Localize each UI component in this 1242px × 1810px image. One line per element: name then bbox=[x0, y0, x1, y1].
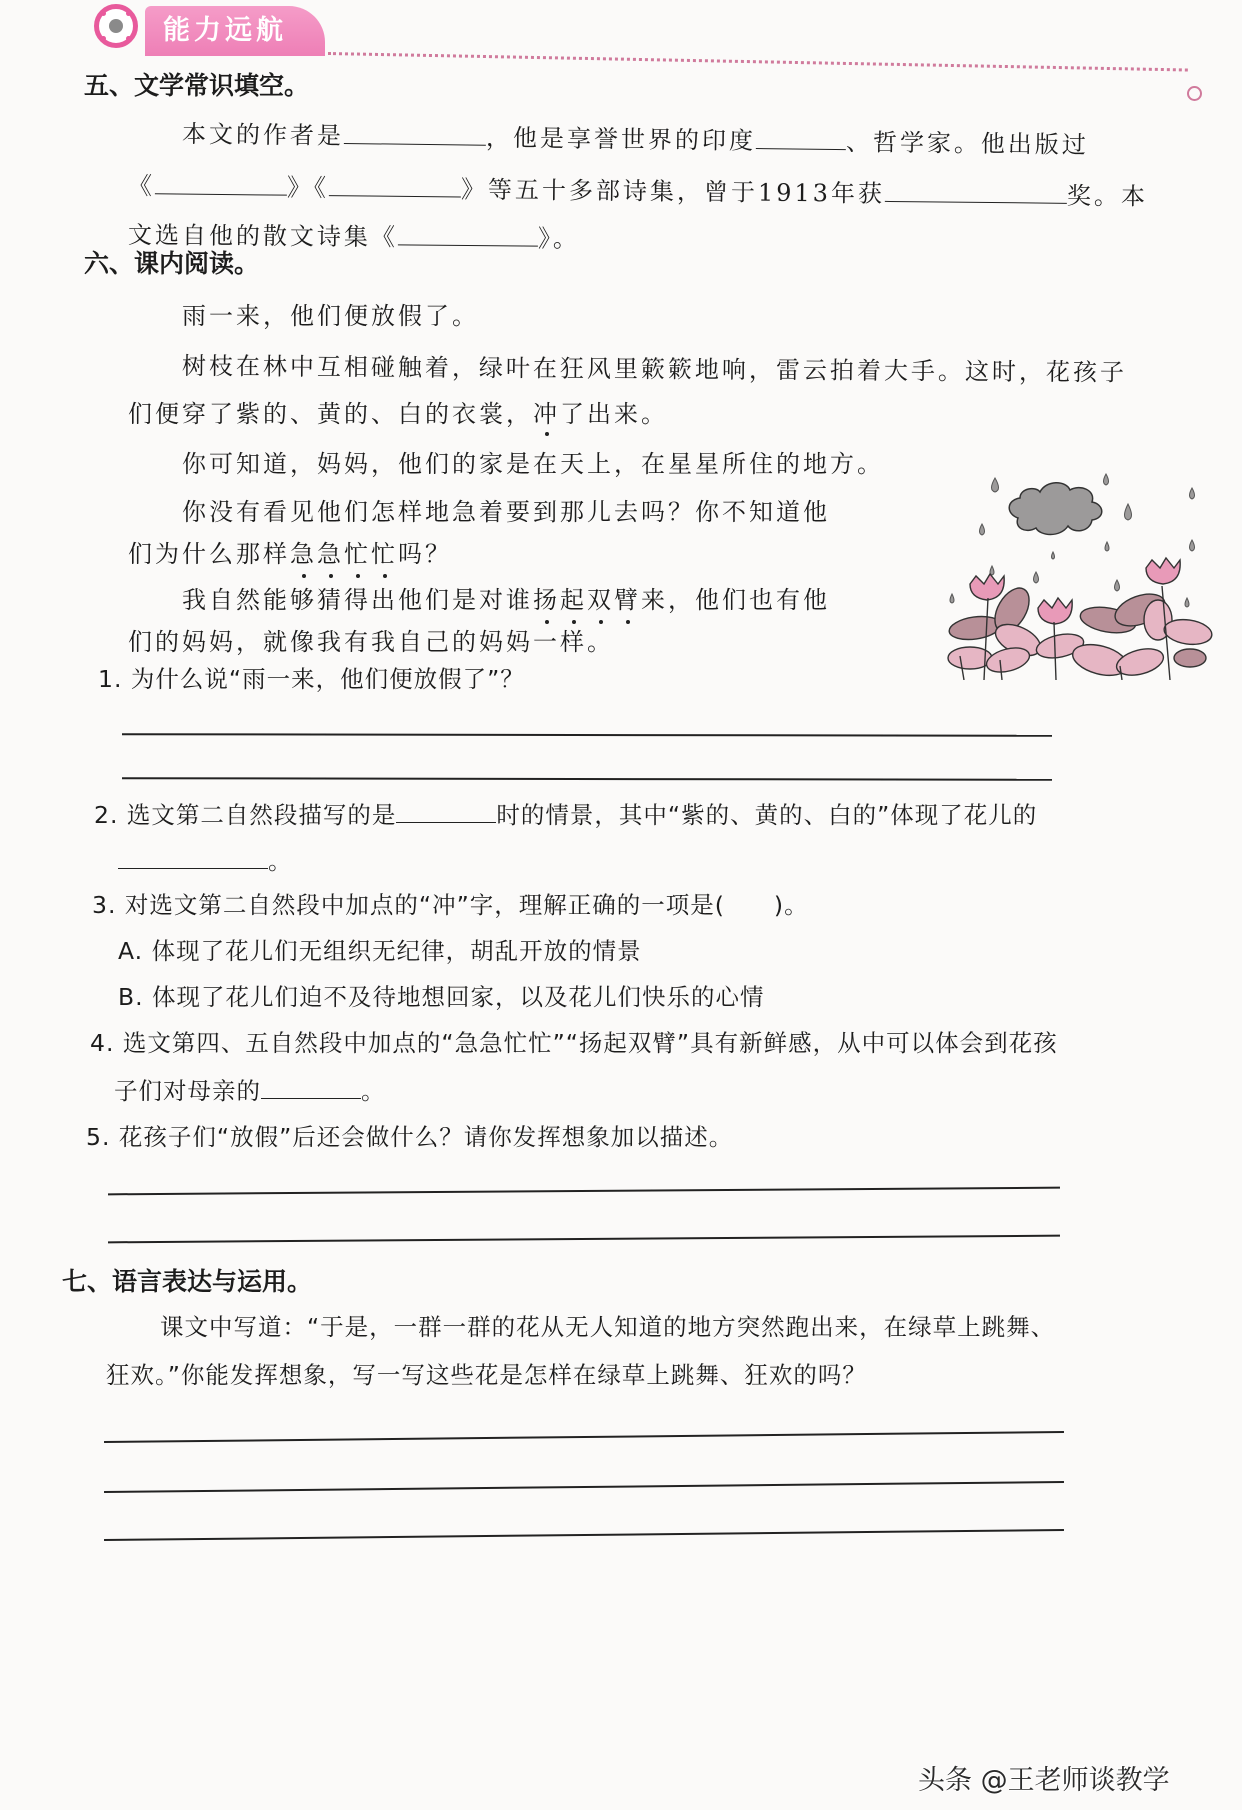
text: 2. 选文第二自然段描写的是 bbox=[94, 801, 397, 829]
section5-heading: 五、文学常识填空。 bbox=[84, 71, 310, 100]
section5-line2 bbox=[128, 166, 1148, 212]
question-3: 3. 对选文第二自然段中加点的“冲”字，理解正确的一项是( )。 bbox=[92, 891, 809, 919]
text: 》《 bbox=[286, 173, 330, 203]
blank-profession[interactable] bbox=[756, 122, 846, 150]
text: 》。 bbox=[537, 224, 581, 253]
answer-line-s7-1[interactable] bbox=[104, 1431, 1064, 1443]
text: 我自然能够猜得出他们是对谁 bbox=[182, 586, 533, 614]
dotted-phrase-yangqishuangbi bbox=[533, 586, 641, 614]
section7-prompt-line1: 课文中写道：“于是，一群一群的花从无人知道的地方突然跑出来，在绿草上跳舞、 bbox=[160, 1313, 1056, 1341]
blank-book1[interactable] bbox=[155, 167, 287, 195]
answer-line-q1-2[interactable] bbox=[122, 777, 1052, 781]
answer-line-q1-1[interactable] bbox=[122, 733, 1052, 737]
dotted-phrase-jijimangmang bbox=[290, 540, 398, 568]
q3-option-a[interactable]: A. 体现了花儿们无组织无纪律，胡乱开放的情景 bbox=[118, 937, 642, 965]
question-5: 5. 花孩子们“放假”后还会做什么？请你发挥想象加以描述。 bbox=[86, 1123, 734, 1151]
rain-flowers-illustration bbox=[940, 460, 1220, 680]
text: 急急忙忙 bbox=[290, 540, 398, 568]
question-4: 4. 选文第四、五自然段中加点的“急急忙忙”“扬起双臂”具有新鲜感，从中可以体会到花孩 bbox=[90, 1029, 1058, 1057]
blank-q4-feeling[interactable] bbox=[261, 1072, 361, 1099]
text: 了出来。 bbox=[560, 400, 668, 428]
flower-icons bbox=[948, 558, 1214, 680]
answer-line-q5-2[interactable] bbox=[108, 1235, 1060, 1244]
text: 奖。本 bbox=[1066, 181, 1149, 211]
section5-line1 bbox=[182, 114, 1089, 160]
section7-heading: 七、语言表达与运用。 bbox=[62, 1267, 313, 1296]
passage-p2-line1: 树枝在林中互相碰触着，绿叶在狂风里簌簌地响，雷云拍着大手。这时，花孩子 bbox=[181, 352, 1128, 387]
answer-line-s7-2[interactable] bbox=[104, 1481, 1064, 1493]
passage-p2-line2 bbox=[128, 394, 668, 429]
blank-award[interactable] bbox=[885, 175, 1067, 204]
blank-author[interactable] bbox=[344, 117, 486, 146]
text: 子们对母亲的 bbox=[114, 1077, 261, 1105]
divider-end-icon bbox=[1187, 86, 1202, 101]
passage-p4-line2 bbox=[128, 534, 452, 569]
text: 们便穿了紫的、黄的、白的衣裳， bbox=[128, 400, 533, 428]
text: 来，他们也有他 bbox=[641, 586, 830, 614]
passage-p3: 你可知道，妈妈，他们的家是在天上，在星星所住的地方。 bbox=[182, 450, 884, 478]
section6-heading: 六、课内阅读。 bbox=[84, 249, 260, 278]
q3-option-b[interactable]: B. 体现了花儿们迫不及待地想回家，以及花儿们快乐的心情 bbox=[118, 983, 765, 1011]
text: 时的情景，其中“紫的、黄的、白的”体现了花儿的 bbox=[496, 801, 1038, 829]
text: ，他是享誉世界的印度 bbox=[485, 123, 757, 156]
dotted-char-chong: 冲 bbox=[533, 400, 560, 428]
question-2 bbox=[94, 796, 1037, 830]
blank-book2[interactable] bbox=[329, 169, 461, 197]
text: 、哲学家。他出版过 bbox=[845, 128, 1090, 160]
header-badge-icon bbox=[94, 4, 138, 48]
section-badge: 能力远航 bbox=[145, 6, 325, 56]
answer-line-q5-1[interactable] bbox=[108, 1187, 1060, 1196]
watermark: 头条 @王老师谈教学 bbox=[918, 1765, 1170, 1796]
text: 。 bbox=[361, 1077, 386, 1105]
text: 《 bbox=[127, 172, 156, 201]
emphasis-dots bbox=[290, 574, 398, 578]
passage-p4-line1: 你没有看见他们怎样地急着要到那儿去吗？你不知道他 bbox=[182, 498, 830, 526]
question-4-cont bbox=[114, 1072, 386, 1106]
blank-q2-time[interactable] bbox=[396, 796, 496, 823]
question-2-cont bbox=[118, 842, 293, 876]
cloud-icon bbox=[1009, 483, 1102, 535]
text: 文选自他的散文诗集《 bbox=[127, 221, 399, 252]
text: 扬起双臂 bbox=[533, 586, 641, 614]
question-1: 1. 为什么说“雨一来，他们便放假了”？ bbox=[98, 665, 525, 693]
text: 们为什么那样 bbox=[128, 540, 290, 568]
blank-collection[interactable] bbox=[398, 218, 538, 246]
blank-q2-trait[interactable] bbox=[118, 842, 268, 869]
passage-p5-line2: 们的妈妈，就像我有我自己的妈妈一样。 bbox=[128, 628, 614, 656]
passage-p1: 雨一来，他们便放假了。 bbox=[182, 302, 479, 330]
text: 本文的作者是 bbox=[181, 120, 345, 150]
text: 吗？ bbox=[398, 540, 452, 568]
passage-p5-line1 bbox=[182, 580, 830, 615]
text: 。 bbox=[268, 847, 293, 875]
dotted-divider bbox=[328, 52, 1188, 72]
text: 》等五十多部诗集，曾于1913年获 bbox=[460, 175, 886, 208]
answer-line-s7-3[interactable] bbox=[104, 1529, 1064, 1541]
section7-prompt-line2: 狂欢。”你能发挥想象，写一写这些花是怎样在绿草上跳舞、狂欢的吗？ bbox=[106, 1361, 867, 1389]
